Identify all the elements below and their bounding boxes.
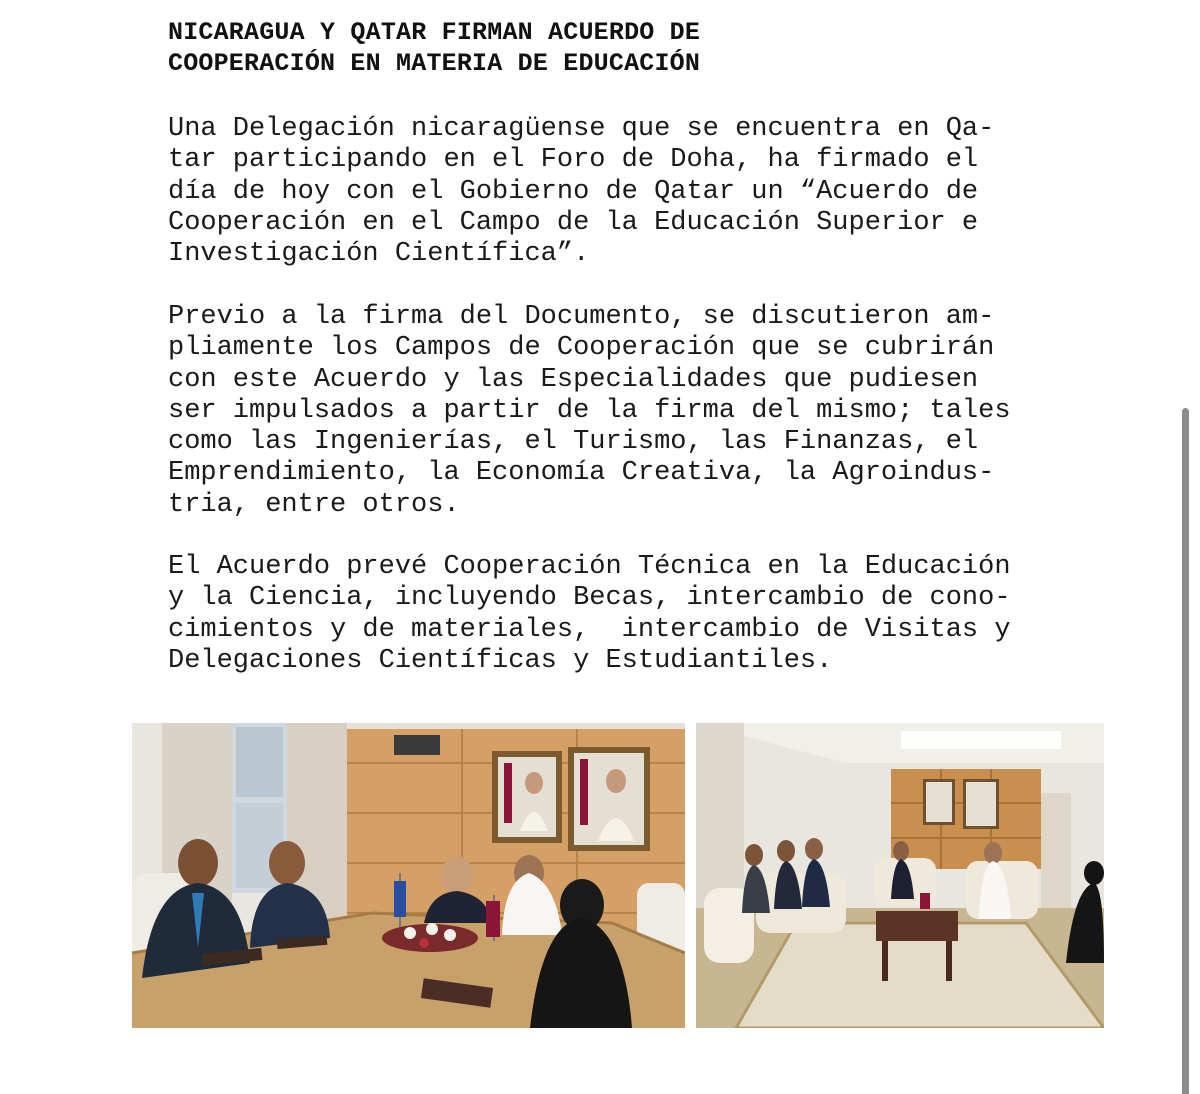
text-line: Una Delegación nicaragüense que se encuentra en Qa- <box>168 114 995 144</box>
text-line: día de hoy con el Gobierno de Qatar un “Acuerdo de <box>168 176 979 207</box>
text-line: tar participando en el Foro de Doha, ha firmado el <box>168 145 979 176</box>
scrollbar-thumb[interactable] <box>1182 408 1189 1094</box>
meeting-table-photo <box>132 723 685 1028</box>
text-line: como las Ingenierías, el Turismo, las Finanzas, el <box>168 427 979 458</box>
sitting-room-photo <box>696 723 1104 1028</box>
meeting-table-illustration <box>132 723 685 1028</box>
title-line: NICARAGUA Y QATAR FIRMAN ACUERDO DE <box>168 18 701 47</box>
text-line: cimientos y de materiales, intercambio de Visitas y <box>168 614 1011 645</box>
title-line: COOPERACIÓN EN MATERIA DE EDUCACIÓN <box>168 49 701 78</box>
text-line: El Acuerdo prevé Cooperación Técnica en la Educación <box>168 552 1011 582</box>
text-line: Emprendimiento, la Economía Creativa, la Agroindus- <box>168 458 995 489</box>
sitting-room-illustration <box>696 723 1104 1028</box>
text-line: Previo a la firma del Documento, se discutieron am- <box>168 302 995 332</box>
text-line: Investigación Científica”. <box>168 239 590 270</box>
text-line: pliamente los Campos de Cooperación que se cubrirán <box>168 333 995 364</box>
text-line: ser impulsados a partir de la firma del mismo; tales <box>168 395 1011 426</box>
paragraph-signing <box>168 114 1068 270</box>
text-line: Delegaciones Científicas y Estudiantiles. <box>168 645 833 676</box>
text-line: y la Ciencia, incluyendo Becas, intercambio de cono- <box>168 583 1011 614</box>
paragraph-discussion <box>168 302 1068 521</box>
text-line: con este Acuerdo y las Especialidades que pudiesen <box>168 364 979 395</box>
text-line: Cooperación en el Campo de la Educación Superior e <box>168 207 979 238</box>
document-title <box>168 17 1068 79</box>
paragraph-agreement <box>168 552 1068 677</box>
text-line: tria, entre otros. <box>168 489 460 520</box>
